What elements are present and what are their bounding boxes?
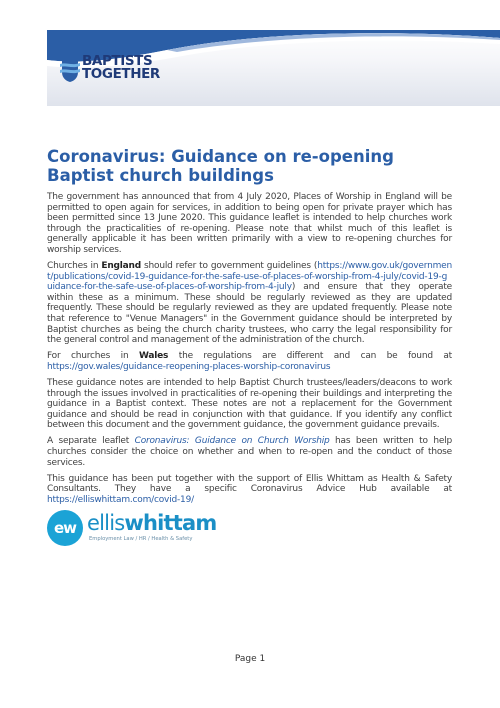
england-bold: England <box>101 261 141 272</box>
logo-line-2: TOGETHER <box>82 66 160 82</box>
text-run: This guidance has been put together with the support of Ellis Whittam as Health & Safety Consultants. They have a specific Coronavirus Advice Hub available at <box>47 473 452 495</box>
paragraph-ellis-whittam <box>47 474 452 506</box>
ew-name-part-1: ellis <box>87 511 125 535</box>
gov-uk-guidance-link[interactable]: https://www.gov.uk/government/publications/covid-19-guidance-for-the-safe-use-of-places-of-worship-from-4-july/covid-19-guidance-for-the-safe-use-of-places-of-worship-from-4-july <box>47 261 452 293</box>
church-worship-leaflet-link[interactable]: Coronavirus: Guidance on Church Worship <box>134 436 330 447</box>
wales-bold: Wales <box>138 351 169 362</box>
logo-wordmark <box>82 55 160 81</box>
text-run: ) and ensure that they operate within these as a minimum. These should be regularly reviewed as they are updated frequently. These should be regularly reviewed as they are updated frequently. Please note that reference to "Venue Managers" in the Government guidance should be interpreted by Baptist churches as being the church charity trustees, who carry the legal responsibility for the general control and management of the administration of the church. <box>47 282 452 346</box>
ellis-whittam-covid-link[interactable]: https://elliswhittam.com/covid-19/ <box>47 494 194 505</box>
ew-wordmark <box>87 511 216 535</box>
ellis-whittam-logo <box>47 510 247 546</box>
document-body <box>47 192 452 511</box>
ew-name-part-2: whittam <box>124 511 217 535</box>
text-run: should refer to government guidelines ( <box>140 261 318 272</box>
text-run: A separate leaflet <box>47 436 135 447</box>
page-title: Coronavirus: Guidance on re-opening Baptist church buildings <box>47 147 394 185</box>
paragraph-guidance-notes: These guidance notes are intended to help Baptist Church trustees/leaders/deacons to work through the issues involved in practicalities of re-opening their buildings and interpreting the guidance in a Baptist context. These notes are not a replacement for the Government guidance and should be read in conjunction with that guidance. If you identify any conflict between this document and the government guidance, the government guidance prevails. <box>47 378 452 431</box>
gov-wales-guidance-link[interactable]: https://gov.wales/guidance-reopening-places-worship-coronavirus <box>47 361 331 372</box>
text-run: has been written to help churches consider the choice on whether and when to re-open and the conduct of those services. <box>47 436 452 468</box>
ew-badge: ew <box>47 510 83 546</box>
ew-tagline: Employment Law / HR / Health & Safety <box>89 536 193 542</box>
paragraph-wales <box>47 351 452 372</box>
page-number: Page 1 <box>234 654 266 664</box>
text-run: Churches in <box>47 261 102 272</box>
text-run: For churches in <box>47 351 139 362</box>
paragraph-intro: The government has announced that from 4 July 2020, Places of Worship in England will be permitted to open again for services, in addition to being open for private prayer which has been permitted since 13 June 2020. This guidance leaflet is intended to help churches work through the practicalities of re-opening. Please note that whilst much of this leaflet is generally applicable it has been written primarily with a view to re-opening churches for worship services. <box>47 192 452 255</box>
paragraph-separate-leaflet <box>47 436 452 468</box>
logo-line-1: BAPTISTS <box>82 53 153 69</box>
text-run: the regulations are different and can be found at <box>168 351 452 362</box>
paragraph-england <box>47 261 452 346</box>
